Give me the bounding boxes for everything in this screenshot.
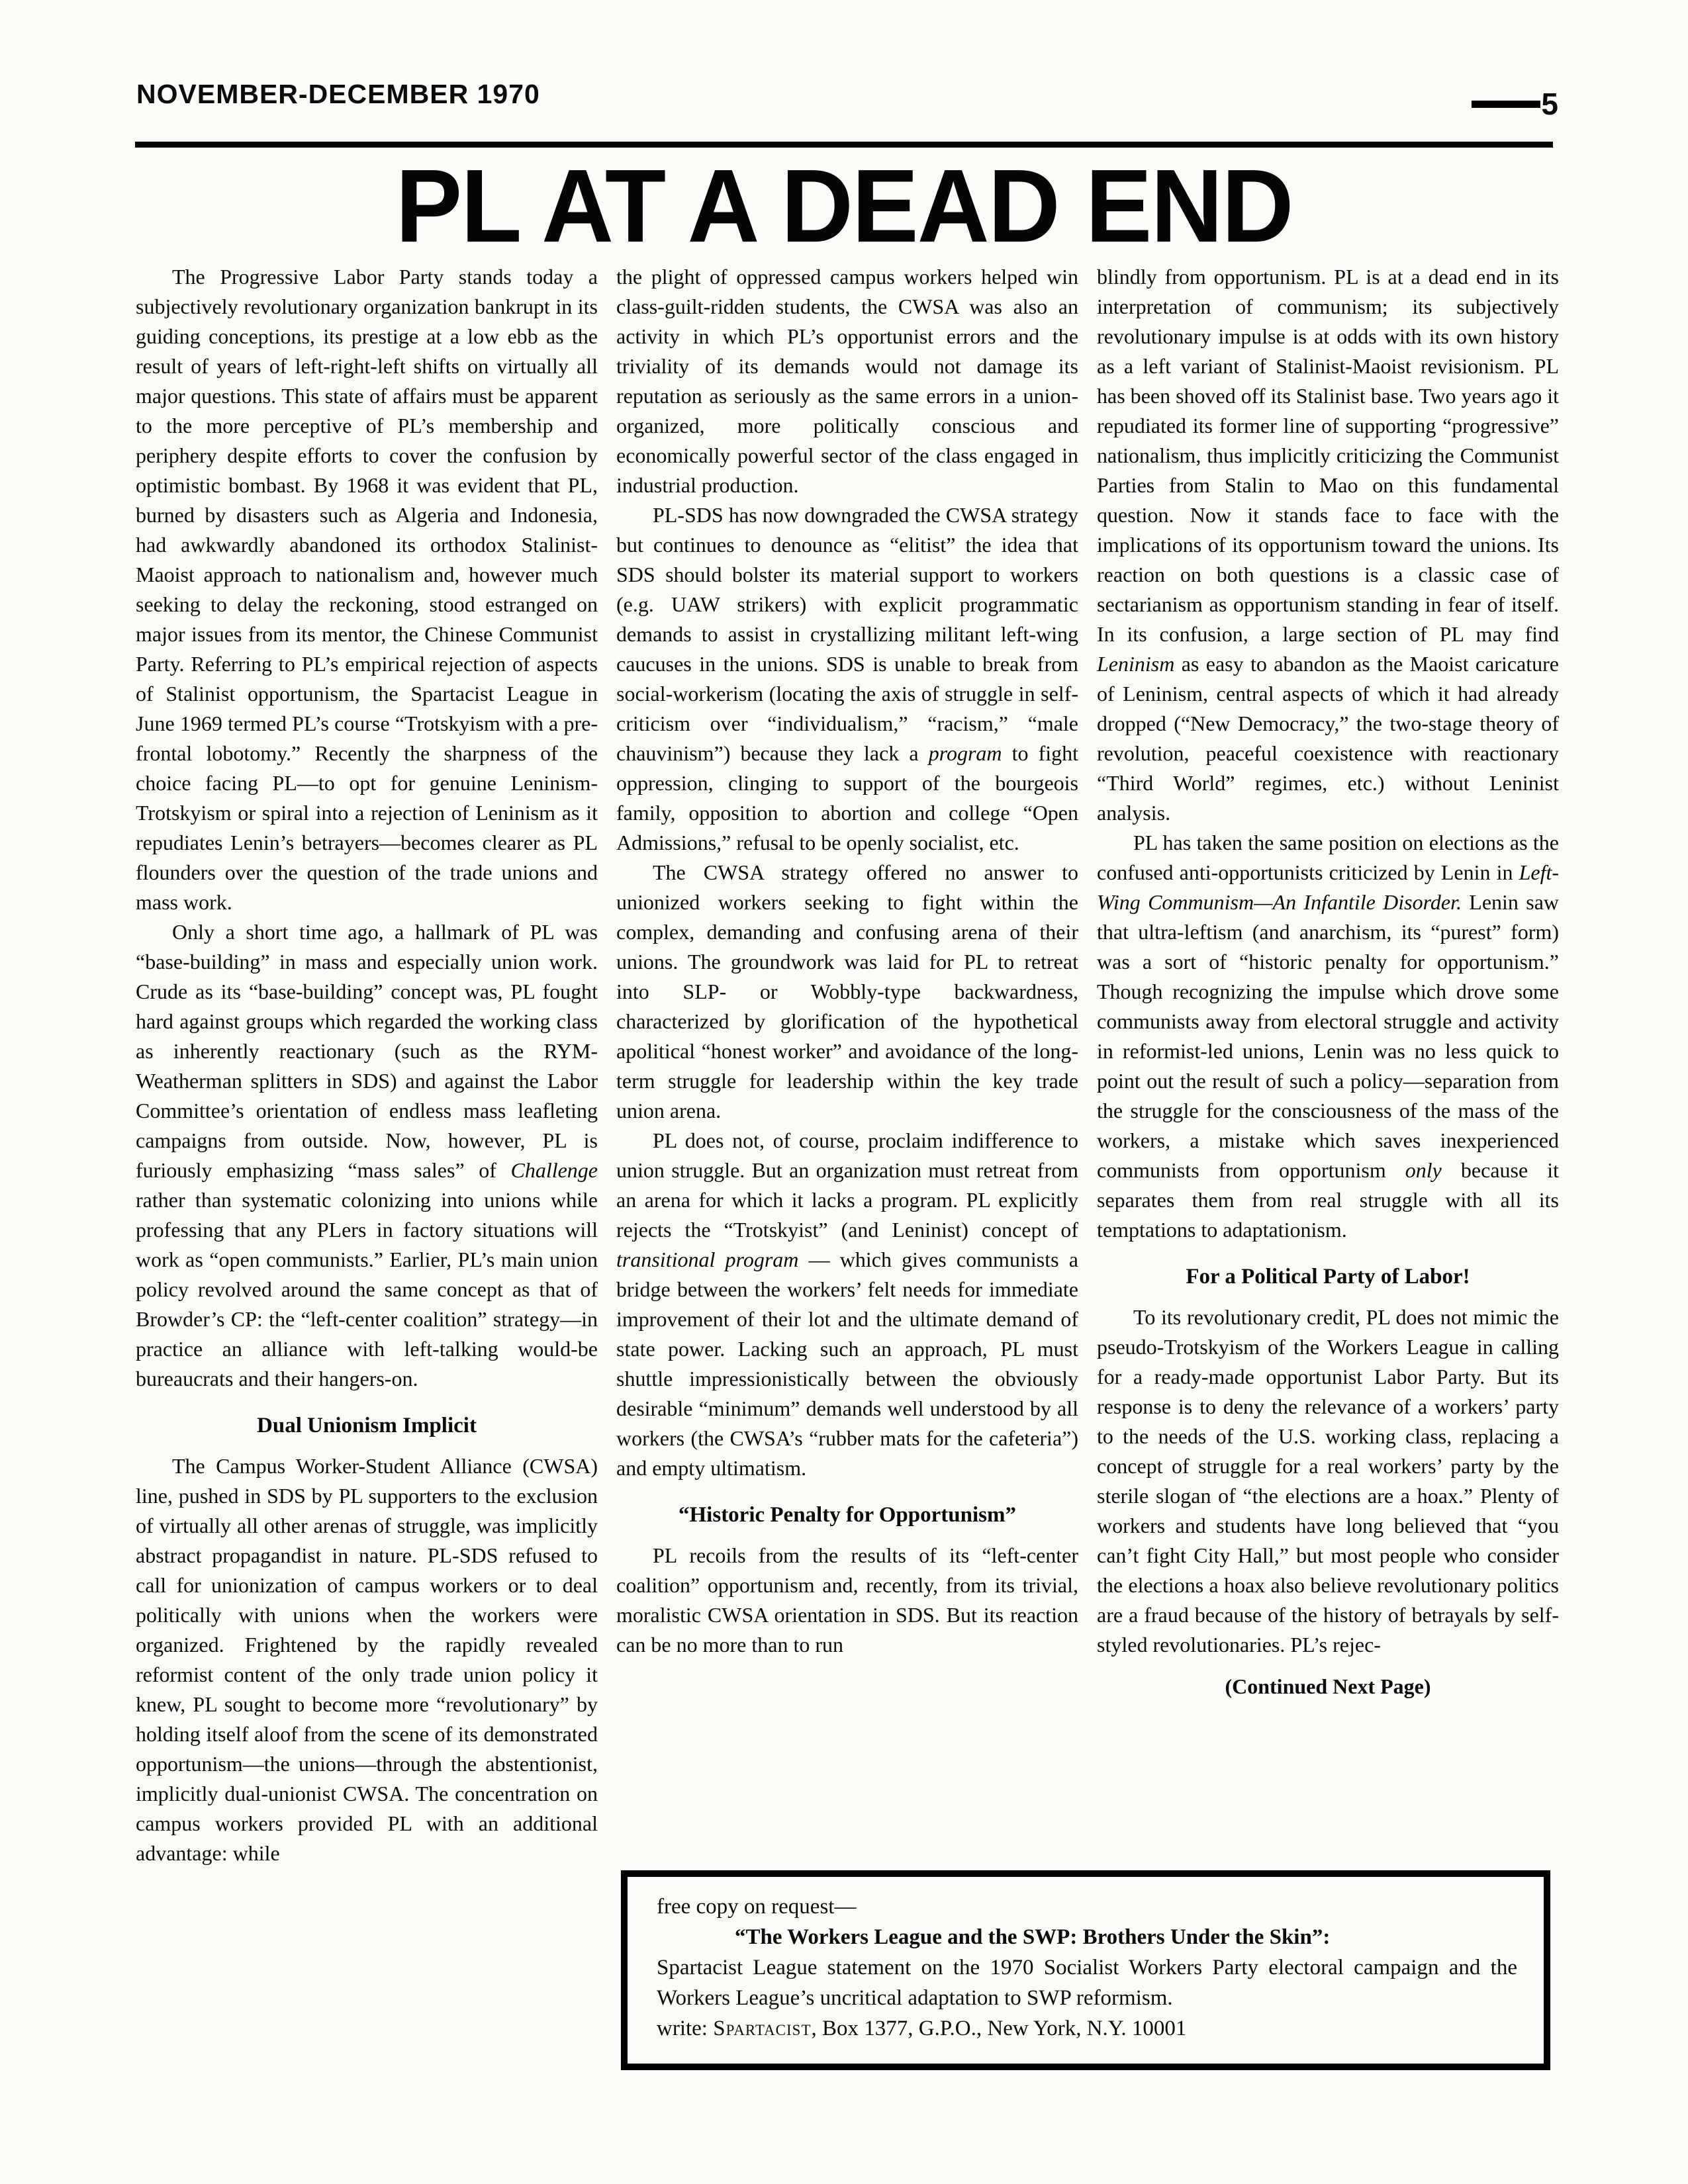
section-heading: Dual Unionism Implicit bbox=[257, 1414, 477, 1437]
paragraph: blindly from opportunism. PL is at a dead end in its interpretation of communism; its subjectively revolutionary impulse is at odds with its own history as a left variant of Stalinist-Maoist revisionism. PL has been shoved off its Stalinist base. Two years ago it repudiated its former line of supporting “progressive” nationalism, thus implicitly criticizing the Communist Parties from Stalin to Mao on this fundamental question. Now it stands face to face with the implications of its opportunism toward the unions. Its reaction on both questions is a classic case of sectarianism as opportunism standing in fear of itself. In its confusion, a large section of PL may find Leninism as easy to abandon as the Maoist caricature of Leninism, central aspects of which it had already dropped (“New Democracy,” the two-stage theory of revolution, peaceful coexistence with reactionary “Third World” regimes, etc.) without Leninist analysis. bbox=[1097, 265, 1559, 825]
write-label: write: bbox=[657, 2017, 714, 2040]
spartacist-name: Spartacist bbox=[713, 2017, 812, 2040]
free-copy-request-box bbox=[621, 1870, 1550, 2070]
section-heading: For a Political Party of Labor! bbox=[1186, 1265, 1470, 1289]
page-number bbox=[1472, 89, 1558, 119]
page-number-dash bbox=[1472, 101, 1540, 108]
paragraph: The Progressive Labor Party stands today a subjectively revolutionary organization bankrupt in its guiding conceptions, its prestige at a low ebb as the result of years of left-right-left shifts on virtually all major questions. This state of affairs must be apparent to the more perceptive of PL’s membership and periphery despite efforts to cover the confusion by optimistic bombast. By 1968 it was evident that PL, burned by disasters such as Algeria and Indonesia, had awkwardly abandoned its orthodox Stalinist-Maoist approach to nationalism and, however much seeking to delay the reckoning, stood estranged on major issues from its mentor, the Chinese Communist Party. Referring to PL’s empirical rejection of aspects of Stalinist opportunism, the Spartacist League in June 1969 termed PL’s course “Trotskyism with a pre-frontal lobotomy.” Recently the sharpness of the choice facing PL—to opt for genuine Leninism-Trotskyism or spiral into a rejection of Leninism as it repudiates Lenin’s betrayers—becomes clearer as PL flounders over the question of the trade unions and mass work. bbox=[136, 265, 598, 914]
request-box-lead: free copy on request— bbox=[657, 1895, 857, 1919]
paragraph: PL recoils from the results of its “left-center coalition” opportunism and, recently, from its trivial, moralistic CWSA orientation in SDS. But its reaction can be no more than to run bbox=[616, 1543, 1078, 1657]
issue-date: NOVEMBER-DECEMBER 1970 bbox=[136, 79, 540, 109]
article-column-2 bbox=[616, 262, 1078, 1660]
continued-notice: (Continued Next Page) bbox=[1225, 1674, 1431, 1698]
paragraph: PL-SDS has now downgraded the CWSA strategy but continues to denounce as “elitist” the idea that SDS should bolster its material support to workers (e.g. UAW strikers) with explicit programmatic demands to assist in crystallizing militant left-wing caucuses in the unions. SDS is unable to break from social-workerism (locating the axis of struggle in self-criticism over “individualism,” “racism,” “male chauvinism”) because they lack a program to fight oppression, clinging to support of the bourgeois family, opposition to abortion and college “Open Admissions,” refusal to be openly socialist, etc. bbox=[616, 503, 1079, 854]
article-title: PL AT A DEAD END bbox=[395, 147, 1293, 264]
paragraph: the plight of oppressed campus workers helped win class-guilt-ridden students, the CWSA was also an activity in which PL’s opportunist errors and the triviality of its demands would not damage its reputation as seriously as the same errors in a union-organized, more politically conscious and economically powerful sector of the class engaged in industrial production. bbox=[616, 265, 1078, 497]
paragraph: The CWSA strategy offered no answer to unionized workers seeking to fight within the complex, demanding and confusing arena of their unions. The groundwork was laid for PL to retreat into SLP- or Wobbly-type backwardness, characterized by glorification of the hypothetical apolitical “honest worker” and avoidance of the long-term struggle for leadership within the key trade union arena. bbox=[616, 860, 1078, 1122]
paragraph: The Campus Worker-Student Alliance (CWSA) line, pushed in SDS by PL supporters to the exclusion of virtually all other arenas of struggle, was implicitly abstract propagandist in nature. PL-SDS refused to call for unionization of campus workers or to deal politically with unions when the workers were organized. Frightened by the rapidly revealed reformist content of the only trade union policy it knew, PL sought to become more “revolutionary” by holding itself aloof from the scene of its demonstrated opportunism—the unions—through the abstentionist, implicitly dual-unionist CWSA. The concentration on campus workers provided PL with an additional advantage: while bbox=[136, 1454, 598, 1865]
article-column-1 bbox=[136, 262, 598, 1868]
write-address: , Box 1377, G.P.O., New York, N.Y. 10001 bbox=[811, 2017, 1187, 2040]
paragraph: To its revolutionary credit, PL does not mimic the pseudo-Trotskyism of the Workers League in calling for a ready-made opportunist Labor Party. But its response is to deny the relevance of a workers’ party to the needs of the U.S. working class, replacing a concept of struggle for a real workers’ party by the sterile slogan of “the elections are a hoax.” Plenty of workers and students have long believed that “you can’t fight City Hall,” but most people who consider the elections a hoax also believe revolutionary politics are a fraud because of the history of betrayals by self-styled revolutionaries. PL’s rejec- bbox=[1097, 1305, 1559, 1657]
section-heading: “Historic Penalty for Opportunism” bbox=[679, 1503, 1016, 1527]
paragraph: Only a short time ago, a hallmark of PL was “base-building” in mass and especially union work. Crude as its “base-building” concept was, PL fought hard against groups which regarded the working class as inherently reactionary (such as the RYM-Weatherman splitters in SDS) and against the Labor Committee’s orientation of endless mass leafleting campaigns from outside. Now, however, PL is furiously emphasizing “mass sales” of Challenge rather than systematic colonizing into unions while professing that any PLers in factory situations will work as “open communists.” Earlier, PL’s main union policy revolved around the same concept as that of Browder’s CP: the “left-center coalition” strategy—in practice an alliance with left-talking would-be bureaucrats and their hangers-on. bbox=[136, 920, 598, 1390]
article-column-3 bbox=[1097, 262, 1559, 1723]
paragraph: PL does not, of course, proclaim indifference to union struggle. But an organization must retreat from an arena for which it lacks a program. PL explicitly rejects the “Trotskyist” (and Leninist) concept of transitional program — which gives communists a bridge between the workers’ felt needs for immediate improvement of their lot and the ultimate demand of state power. Lacking such an approach, PL must shuttle impressionistically between the obviously desirable “minimum” demands well understood by all workers (the CWSA’s “rubber mats for the cafeteria”) and empty ultimatism. bbox=[616, 1128, 1079, 1480]
paragraph: PL has taken the same position on elections as the confused anti-opportunists criticized by Lenin in Left-Wing Communism—An Infantile Disorder. Lenin saw that ultra-leftism (and anarchism, its “purest” form) was a sort of “historic penalty for opportunism.” Though recognizing the impulse which drove some communists away from electoral struggle and activity in reformist-led unions, Lenin was no less quick to point out the result of such a policy—separation from the struggle for the consciousness of the mass of the workers, a mistake which saves inexperienced communists from opportunism only because it separates them from real struggle with all its temptations to adaptationism. bbox=[1097, 831, 1560, 1242]
request-box-pamphlet-title: “The Workers League and the SWP: Brothers Under the Skin”: bbox=[735, 1925, 1331, 1949]
request-box-address bbox=[657, 2013, 1517, 2044]
page-number-value: 5 bbox=[1541, 87, 1558, 121]
request-box-description: Spartacist League statement on the 1970 Socialist Workers Party electoral campaign and the Workers League’s uncritical adaptation to SWP reformism. bbox=[657, 1956, 1517, 2010]
